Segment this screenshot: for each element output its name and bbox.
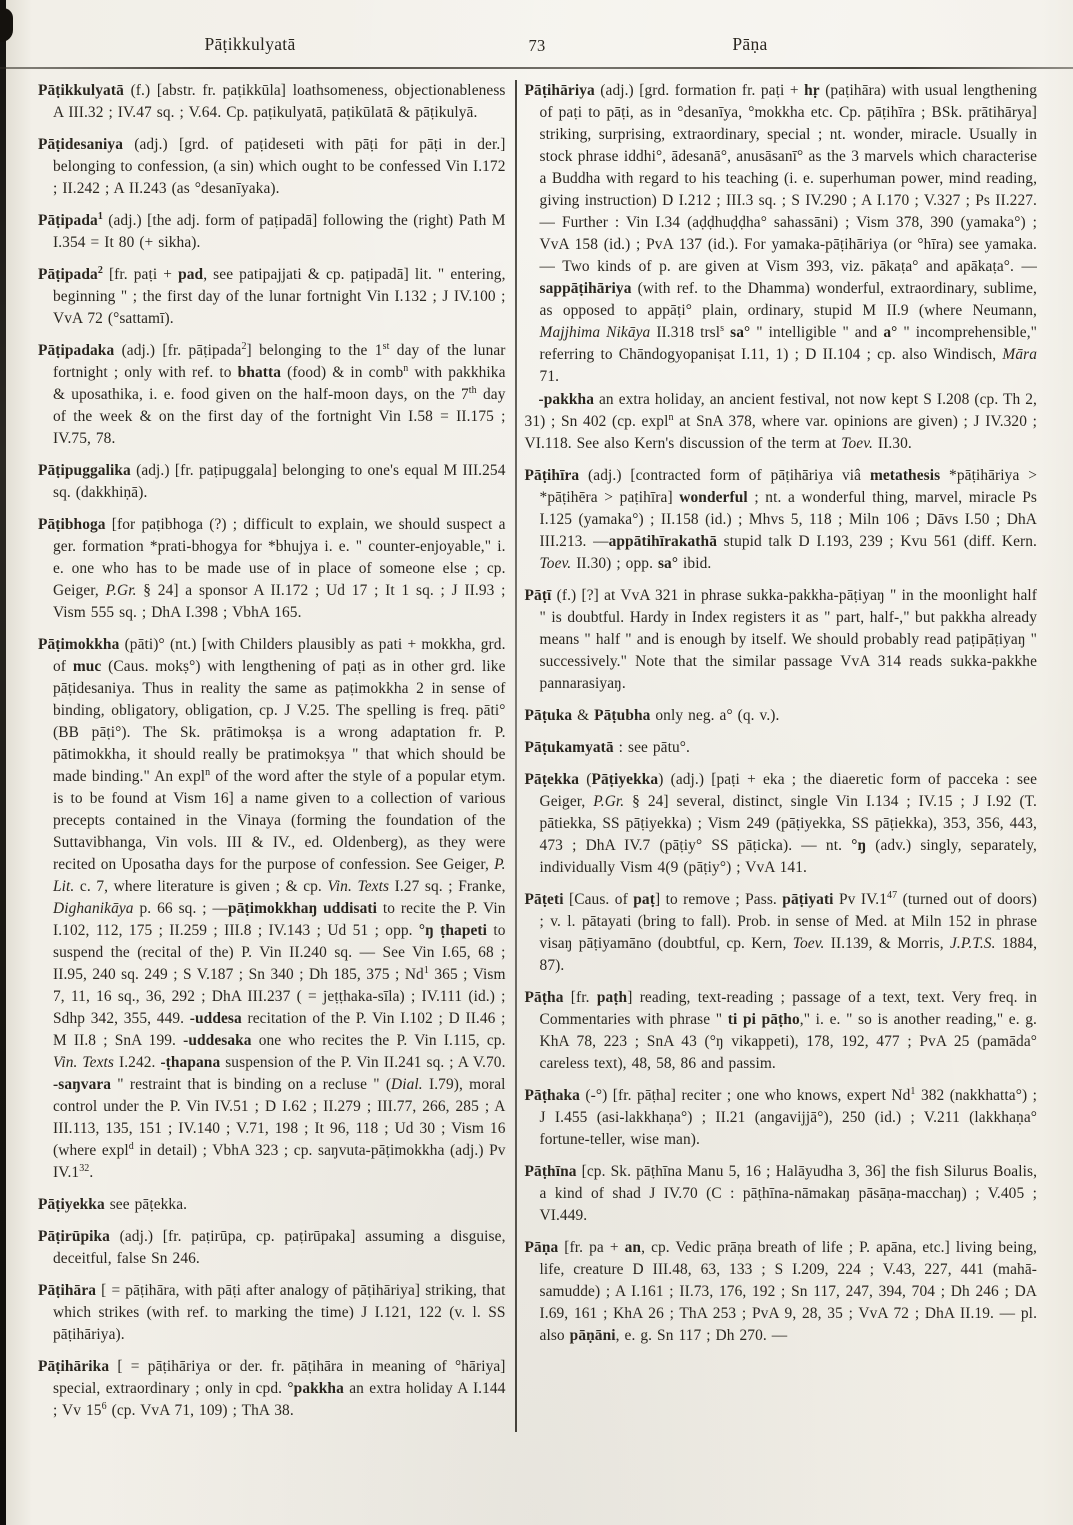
headword: Pāṭibhoga bbox=[38, 516, 106, 533]
entry-text-run: Māra bbox=[1002, 346, 1038, 363]
dictionary-entry bbox=[38, 1280, 506, 1346]
entry-text-run: (cp. VvA 71, 109) ; ThA 38. bbox=[106, 1402, 294, 1419]
entry-paragraph bbox=[525, 705, 1037, 727]
entry-text-run: Vin. Texts bbox=[53, 1054, 115, 1071]
dictionary-entry bbox=[38, 460, 506, 504]
entry-text-run: wonderful bbox=[679, 489, 748, 506]
entry-text-run: Toev. bbox=[792, 935, 825, 952]
entry-text-run: -uddesa bbox=[189, 1010, 242, 1027]
entry-text-run: 47 bbox=[887, 889, 898, 901]
entry-text-run: to suspend the (recital of the) P. Vin II.240 sq. — See Vin I.65, 68 ; II.95, 240 sq. 249 ; S V.187 ; Sn 340 ; Dh 185, 375 ; Nd bbox=[53, 922, 506, 983]
left-column bbox=[38, 80, 506, 1432]
entry-text-run: (f.) [?] at VvA 321 in phrase sukka-pakkha-pāṭiyaŋ " in the moonlight half " is doubtful. Hardy in Index registers it as " part, half-," but pakkha already means " half " and is enough by itself. We should probably read paṭipāṭiyaŋ " successively." Note that the similar passage VvA 314 reads sukka-pakkhe pannarasiyaŋ. bbox=[539, 587, 1038, 692]
dictionary-entry bbox=[525, 80, 1037, 455]
headword: Pāṭipadaka bbox=[38, 342, 115, 359]
entry-text-run: °pakkha bbox=[287, 1380, 344, 1397]
entry-text-run: & bbox=[572, 707, 595, 724]
headword: Pāṭihāriya bbox=[524, 82, 595, 99]
entry-paragraph bbox=[38, 1280, 506, 1346]
entry-text-run: ibid. bbox=[678, 555, 712, 572]
entry-text-run: , cp. Vedic prāṇa breath of life ; P. apāna, etc.] living being, life, creature D III.48, 63, 133 ; S I.209, 224 ; V.43, 227, 441 (mahā-samudde) ; A I.161 ; II.73, 176, 192 ; Sn 117, 247, 394, 704 ; Dh 246 ; DA I.69, 161 ; KhA 26 ; ThA 253 ; PvA 9, 28, 35 ; VvA 72 ; DhA II.19. — pl. also bbox=[539, 1239, 1038, 1344]
headword: Pāṭimokkha bbox=[38, 636, 120, 653]
entry-text-run: ; nt. a wonderful thing, marvel, miracle Ps I.125 (yamaka°) ; II.158 (id.) ; Mhvs 5, 118 ; Miln 106 ; Dāvs I.50 ; DhA III.213. — bbox=[539, 489, 1038, 550]
entry-text-run: c. 7, where literature is given ; & cp. bbox=[74, 878, 328, 895]
entry-text-run: suspension of the P. Vin II.241 sq. ; A V.70. bbox=[220, 1054, 506, 1071]
entry-text-run: " incomprehensible," referring to Chāndogyopaniṣat I.11, 1) ; D II.104 ; cp. also Windisch, bbox=[539, 324, 1038, 363]
entry-text-run: [fr. bbox=[563, 989, 597, 1006]
entry-text-run: 2 bbox=[97, 264, 103, 276]
entry-text-run: of the word after the style of a popular etym. is to be found at Vism 16] a name given to a collection of various precepts contained in the Vinaya (forming the foundation of the Suttavibhanga, Vin vols. III & IV., ed. Oldenberg), as they were recited on Uposatha days for the purpose of confession. See Geiger, bbox=[53, 768, 506, 873]
entry-text-run: (food) & in comb bbox=[281, 364, 404, 381]
header-rule bbox=[0, 67, 1073, 69]
entry-text-run: [for paṭibhoga (?) ; difficult to explain, we should suspect a ger. formation *prati-bhogya for *bhujya i. e. " counter-enjoyable," i. e. one who has to be made use of in place of someone else ; cp. Geiger, bbox=[53, 516, 506, 599]
entry-text-run: recitation of the P. Vin I.102 ; D II.46 ; M II.8 ; SnA 199. bbox=[53, 1010, 506, 1049]
entry-text-run: stupid talk D I.193, 239 ; Kvu 561 (diff. Kern. bbox=[717, 533, 1037, 550]
entry-text-run: pad bbox=[178, 266, 204, 283]
headword: Pāṭipada bbox=[38, 266, 98, 283]
entry-text-run: d bbox=[128, 1140, 134, 1152]
entry-paragraph bbox=[525, 769, 1037, 879]
entry-text-run: n bbox=[668, 411, 674, 423]
right-column bbox=[525, 80, 1037, 1432]
entry-text-run: (adj.) [the adj. form of paṭipadā] following the (right) Path M I.354 = It 80 (+ sikha). bbox=[53, 212, 506, 251]
headword: Pāṭī bbox=[524, 587, 552, 604]
entry-paragraph bbox=[38, 210, 506, 254]
dictionary-entry bbox=[38, 264, 506, 330]
entry-paragraph bbox=[38, 514, 506, 624]
headword: Pāṭha bbox=[524, 989, 564, 1006]
entry-text-run: 382 (nakkhatta°) ; J I.455 (asi-lakkhaṇa°) ; II.21 (angavijjā°), 250 (id.) ; V.211 (lakkhaṇa° fortune-teller, wise man). bbox=[539, 1087, 1038, 1148]
dictionary-entry bbox=[38, 1194, 506, 1216]
entry-text-run: Vin. Texts bbox=[327, 878, 390, 895]
entry-text-run: II.30. bbox=[872, 435, 912, 452]
entry-text-run: sa° bbox=[730, 324, 751, 341]
entry-text-run: 32 bbox=[79, 1162, 90, 1174]
entry-text-run: ] reading, text-reading ; passage of a text, text. Very freq. in Commentaries with phrase " bbox=[539, 989, 1038, 1028]
entry-text-run: to recite the P. Vin I.102, 112, 175 ; II.259 ; III.8 ; IV.143 ; Ud 51 ; opp. bbox=[53, 900, 506, 939]
headword: Pāṭhīna bbox=[524, 1163, 577, 1180]
dictionary-entry bbox=[525, 1237, 1037, 1347]
headword: Pāṭekka bbox=[524, 771, 580, 788]
entry-text-run: -ṭhapana bbox=[160, 1054, 221, 1071]
entry-text-run: paṭh bbox=[596, 989, 628, 1006]
entry-text-run: (with ref. to the Dhamma) wonderful, extraordinary, sublime, as opposed to appāṭi° plain, ordinary, stupid M II.9 (where Neumann, bbox=[539, 280, 1038, 319]
entry-text-run: [ = pāṭihāra, with pāṭi after analogy of pāṭihāriya] striking, that which strikes (with ref. to marking the time) J I.121, 122 (v. l. SS pāṭihāriya). bbox=[53, 1282, 506, 1343]
entry-paragraph bbox=[38, 460, 506, 504]
entry-text-run: day of the week & on the first day of the fortnight Vin I.58 = II.175 ; IV.75, 78. bbox=[53, 386, 506, 447]
entry-subparagraph bbox=[525, 389, 1037, 455]
entry-text-run: : see pātu°. bbox=[613, 739, 690, 756]
entry-text-run: st bbox=[382, 340, 390, 352]
entry-text-run: Dighanikāya bbox=[53, 900, 134, 917]
entry-text-run: (adj.) [grd. formation fr. paṭi + bbox=[594, 82, 805, 99]
entry-text-run: [ = pāṭihāriya or der. fr. pāṭihāra in meaning of °hāriya] special, extraordinary ; only in cpd. bbox=[53, 1358, 506, 1397]
entry-text-run: . bbox=[89, 1164, 94, 1181]
entry-text-run: ) (adj.) [paṭi + eka ; the diaeretic form of pacceka : see Geiger, bbox=[539, 771, 1037, 810]
dictionary-entry bbox=[525, 465, 1037, 575]
entry-text-run: -pakkha bbox=[538, 391, 594, 408]
entry-text-run: I.79), moral control under the P. Vin IV.51 ; D I.62 ; II.279 ; III.77, 266, 285 ; A III.113, 135, 151 ; IV.140 ; V.71, 198 ; It 96, 118 ; Ud 30 ; Vism 16 (where expl bbox=[53, 1076, 506, 1159]
headword: Pāṭuka bbox=[524, 707, 573, 724]
dictionary-entry bbox=[38, 1356, 506, 1422]
entry-text-run: p. 66 sq. ; — bbox=[133, 900, 229, 917]
entry-text-run: (adj.) [contracted form of pāṭihāriya viâ bbox=[579, 467, 870, 484]
entry-paragraph bbox=[38, 80, 506, 124]
headword: Pāṭihīra bbox=[524, 467, 580, 484]
headword: Pāṇa bbox=[524, 1239, 559, 1256]
entry-text-run: (paṭihāra) with usual lengthening of paṭi to pāṭi, as in °desanīya, °mokkha etc. Cp. pāṭihīra ; BSk. prātihārya] striking, surprising, extraordinary, special ; nt. wonder, miracle. Usually in stock phrase iddhi°, ādesanā°, anusāsanī° as the 3 marvels which characterise a Buddha with regard to his teaching (i. e. superhuman power, mind reading, giving instruction) D I.212 ; III.3 sq. ; S IV.290 ; A I.170 ; V.327 ; Ps II.227. — Further : Vin I.34 (aḍḍhuḍḍha° sahassāni) ; Vism 378, 390 (yamaka°) ; VvA 158 (id.) ; PvA 137 (id.). For yamaka-pāṭihāriya (or °hīra) see yamaka. — Two kinds of p. are given at Vism 393, viz. pākaṭa° and apākaṭa°. — bbox=[539, 82, 1038, 275]
entry-text-run: paṭ bbox=[633, 891, 655, 908]
entry-text-run: ( bbox=[579, 771, 592, 788]
entry-text-run: " restraint that is binding on a recluse " ( bbox=[111, 1076, 392, 1093]
entry-paragraph bbox=[525, 1161, 1037, 1227]
entry-text-run: pāṭimokkhaŋ uddisati bbox=[228, 900, 377, 917]
headword: Pāṭikkulyatā bbox=[38, 82, 124, 99]
entry-text-run: II.139, & Morris, bbox=[824, 935, 950, 952]
entry-text-run: II.30) ; opp. bbox=[571, 555, 658, 572]
running-head-left-word: Pāṭikkulyatā bbox=[204, 34, 296, 54]
entry-paragraph bbox=[38, 1226, 506, 1270]
entry-paragraph bbox=[525, 889, 1037, 977]
dictionary-entry bbox=[525, 1161, 1037, 1227]
entry-text-run: at SnA 378, where var. opinions are given) ; J IV.320 ; VI.118. See also Kern's discussion of the term at bbox=[524, 413, 1038, 452]
entry-text-run: Pāṭiyekka bbox=[591, 771, 659, 788]
dictionary-entry bbox=[38, 80, 506, 124]
entry-paragraph bbox=[525, 465, 1037, 575]
entry-text-run: ] belonging to the 1 bbox=[246, 342, 383, 359]
entry-text-run: P.Gr. bbox=[593, 793, 625, 810]
entry-text-run: P. Lit. bbox=[53, 856, 506, 895]
dictionary-entry bbox=[525, 889, 1037, 977]
entry-text-run: J.P.T.S. bbox=[950, 935, 996, 952]
dictionary-entry bbox=[525, 987, 1037, 1075]
entry-text-run: day of the lunar fortnight ; only with ref. to bbox=[53, 342, 506, 381]
entry-text-run: (turned out of doors) ; v. l. pātayati (bring to fall). Prob. in sense of Med. at Miln 152 in phrase visaŋ pāṭiyamāno (doubtful, cp. Kern, bbox=[539, 891, 1038, 952]
entry-paragraph bbox=[38, 264, 506, 330]
entry-text-run: s bbox=[720, 322, 725, 334]
entry-text-run: 1 bbox=[97, 210, 103, 222]
entry-text-run: a° bbox=[883, 324, 898, 341]
headword: Pāṭidesaniya bbox=[38, 136, 123, 153]
scan-edge-artifact bbox=[0, 0, 6, 1525]
dictionary-entry bbox=[525, 769, 1037, 879]
entry-text-run: (f.) [abstr. fr. paṭikkūla] loathsomeness, objectionableness A III.32 ; IV.47 sq. ; V.64. Cp. paṭikulyatā, paṭikūlatā & pāṭikulyā. bbox=[53, 82, 506, 121]
entry-text-run: [fr. pa + bbox=[558, 1239, 625, 1256]
headword: Pāṭipuggalika bbox=[38, 462, 131, 479]
entry-text-run: (pāti)° (nt.) [with Childers plausibly as pati + mokkha, grd. of bbox=[53, 636, 506, 675]
entry-paragraph bbox=[525, 1237, 1037, 1347]
entry-text-run: , see patipajjati & cp. paṭipadā] lit. " entering, beginning " ; the first day of the lunar fortnight Vin I.132 ; J IV.100 ; VvA 72 (°sattamī). bbox=[53, 266, 506, 327]
running-header bbox=[0, 34, 1073, 60]
entry-text-run: -uddesaka bbox=[183, 1032, 252, 1049]
entry-text-run: [Caus. of bbox=[563, 891, 634, 908]
entry-text-run: °ŋ ṭhapeti bbox=[418, 922, 488, 939]
dictionary-entry bbox=[38, 634, 506, 1184]
entry-text-run: hṛ bbox=[804, 82, 820, 99]
entry-paragraph bbox=[38, 1194, 506, 1216]
entry-text-run: with pakkhika & uposathika, i. e. food given on the half-moon days, on the 7 bbox=[53, 364, 506, 403]
entry-paragraph bbox=[525, 1085, 1037, 1151]
entry-text-run: , e. g. Sn 117 ; Dh 270. — bbox=[615, 1327, 788, 1344]
entry-paragraph bbox=[525, 585, 1037, 695]
entry-text-run: 1 bbox=[910, 1085, 916, 1097]
entry-text-run: (adv.) singly, separately, individually Vism 4(9 (pāṭiy°) ; VvA 141. bbox=[539, 837, 1037, 876]
entry-text-run: metathesis bbox=[869, 467, 941, 484]
entry-text-run: °ŋ bbox=[851, 837, 867, 854]
entry-paragraph bbox=[38, 134, 506, 200]
dictionary-entry bbox=[525, 585, 1037, 695]
entry-text-run: § 24] several, distinct, single Vin I.134 ; IV.15 ; J I.92 (T. pātiekka, SS pāṭiyekka) ; Vism 249 (pāṭiyekka, SS pāṭiekka), 353, 356, 443, 473 ; DhA IV.7 (pāṭiy° SS pāṭicka). — nt. bbox=[539, 793, 1038, 854]
entry-text-run: Pāṭubha bbox=[594, 707, 651, 724]
entry-text-run: (adj.) [fr. pāṭipada bbox=[114, 342, 242, 359]
entry-paragraph bbox=[38, 634, 506, 1184]
entry-text-run: I.27 sq. ; Franke, bbox=[389, 878, 506, 895]
entry-text-run: 6 bbox=[101, 1400, 107, 1412]
entry-text-run: 71. bbox=[539, 368, 560, 385]
entry-text-run: [fr. paṭi + bbox=[102, 266, 179, 283]
entry-text-run: n bbox=[403, 362, 409, 374]
entry-text-run: Dial. bbox=[391, 1076, 423, 1093]
entry-text-run: pāṭiyati bbox=[782, 891, 834, 908]
entry-text-run: *pāṭihāriya > *pāṭihēra > paṭihīra] bbox=[539, 467, 1038, 506]
entry-text-run: an extra holiday, an ancient festival, not now kept S I.208 (cp. Th 2, 31) ; Sn 402 (cp. expl bbox=[524, 391, 1038, 430]
entry-text-run: appātihīrakathā bbox=[608, 533, 717, 550]
entry-text-run: Toev. bbox=[539, 555, 572, 572]
entry-text-run: (adj.) [grd. of paṭideseti with pāṭi for pāṭi in der.] belonging to confession, (a sin) which ought to be confessed Vin I.172 ; II.242 ; A II.243 (as °desanīyaka). bbox=[53, 136, 506, 197]
entry-text-run: n bbox=[205, 766, 211, 778]
entry-text-run: I.242. bbox=[114, 1054, 161, 1071]
dictionary-entry bbox=[525, 737, 1037, 759]
entry-paragraph bbox=[525, 737, 1037, 759]
page-number: 73 bbox=[528, 36, 546, 55]
entry-text-run: ] to remove ; Pass. bbox=[654, 891, 783, 908]
entry-text-run: (-°) [fr. pāṭha] reciter ; one who knows, expert Nd bbox=[579, 1087, 911, 1104]
dictionary-entry bbox=[38, 1226, 506, 1270]
entry-text-run: in detail) ; VbhA 323 ; cp. saŋvuta-pāṭimokkha (adj.) Pv IV.1 bbox=[53, 1142, 506, 1181]
entry-text-run: Majjhima Nikāya bbox=[539, 324, 651, 341]
entry-text-run: § 24] a sponsor A II.172 ; Ud 17 ; It 1 sq. ; J II.93 ; Vism 555 sq. ; DhA I.398 ; VbhA 165. bbox=[53, 582, 506, 621]
entry-paragraph bbox=[38, 1356, 506, 1422]
entry-text-run: (adj.) [fr. paṭipuggala] belonging to one's equal M III.254 sq. (dakkhiṇā). bbox=[53, 462, 506, 501]
entry-text-run: ," i. e. " so is another reading," e. g. KhA 78, 223 ; SnA 43 (°ŋ vikappeti), 178, 192, 477 ; PvA 25 (pamāda° careless text), 48, 58, 86 and passim. bbox=[539, 1011, 1038, 1072]
entry-text-run: (adj.) [fr. paṭirūpa, cp. paṭirūpaka] assuming a disguise, deceitful, false Sn 246. bbox=[53, 1228, 506, 1267]
entry-text-run: -saŋvara bbox=[53, 1076, 112, 1093]
headword: Pāṭiyekka bbox=[38, 1196, 105, 1213]
dictionary-entry bbox=[525, 705, 1037, 727]
running-head-right-word: Pāṇa bbox=[732, 34, 768, 54]
entry-text-run: Pv IV.1 bbox=[833, 891, 888, 908]
entry-text-run: an extra holiday A I.144 ; Vv 15 bbox=[53, 1380, 506, 1419]
headword: Pāṭhaka bbox=[524, 1087, 580, 1104]
entry-paragraph bbox=[38, 340, 506, 450]
headword: Pāṭukamyatā bbox=[524, 739, 614, 756]
entry-text-run: 2 bbox=[241, 340, 247, 352]
entry-text-run: P.Gr. bbox=[105, 582, 137, 599]
entry-text-run: 1 bbox=[423, 964, 429, 976]
entry-text-run: 365 ; Vism 7, 11, 16 sq., 36, 292 ; DhA III.237 ( = jeṭṭhaka-sīla) ; IV.111 (id.) ; Sdhp 342, 355, 449. bbox=[53, 966, 506, 1027]
entry-text-run: II.318 trsl bbox=[650, 324, 721, 341]
entry-paragraph bbox=[525, 987, 1037, 1075]
entry-text-run: sappāṭihāriya bbox=[539, 280, 632, 297]
column-divider-rule bbox=[515, 80, 517, 1432]
entry-text-run: muc bbox=[72, 658, 102, 675]
entry-text-run: bhatta bbox=[237, 364, 282, 381]
text-block bbox=[38, 80, 1037, 1432]
entry-text-run: one who recites the P. Vin I.115, cp. bbox=[251, 1032, 506, 1049]
dictionary-entry bbox=[38, 134, 506, 200]
entry-text-run: (Caus. mokṣ°) with lengthening of paṭi as in other grd. like pāṭidesaniya. Thus in reality the same as paṭimokkha 2 in sense of binding, obligatory, obligation, cp. J V.25. The spelling is freq. pāti° (BB pāṭi°). The Sk. prātimokṣa is a wrong adaptation fr. P. pātimokkha, it should really be pratimokṣya " that which should be made binding." An expl bbox=[53, 658, 506, 785]
entry-paragraph bbox=[525, 80, 1037, 388]
entry-text-run: sa° bbox=[657, 555, 679, 572]
dictionary-entry bbox=[525, 1085, 1037, 1151]
entry-text-run: [cp. Sk. pāṭhīna Manu 5, 16 ; Halāyudha 3, 36] the fish Silurus Boalis, a kind of shad J IV.70 (C : pāṭhīna-nāmakaŋ pāsāṇa-macchaŋ) ; V.405 ; VI.449. bbox=[539, 1163, 1038, 1224]
entry-text-run: an bbox=[624, 1239, 642, 1256]
entry-text-run: see pāṭekka. bbox=[104, 1196, 188, 1213]
entry-text-run: " intelligible " and bbox=[750, 324, 884, 341]
dictionary-entry bbox=[38, 340, 506, 450]
dictionary-entry bbox=[38, 210, 506, 254]
headword: Pāṭirūpika bbox=[38, 1228, 110, 1245]
headword: Pāṭihāra bbox=[38, 1282, 97, 1299]
entry-text-run: pāṇāni bbox=[569, 1327, 616, 1344]
entry-text-run: only neg. a° (q. v.). bbox=[650, 707, 780, 724]
headword: Pāṭihārika bbox=[38, 1358, 110, 1375]
headword: Pāṭeti bbox=[524, 891, 564, 908]
headword: Pāṭipada bbox=[38, 212, 98, 229]
entry-text-run: ti pi pāṭho bbox=[727, 1011, 800, 1028]
entry-text-run: Toev. bbox=[841, 435, 873, 452]
entry-text-run: th bbox=[468, 384, 477, 396]
dictionary-entry bbox=[38, 514, 506, 624]
entry-text-run: 1884, 87). bbox=[539, 935, 1038, 974]
